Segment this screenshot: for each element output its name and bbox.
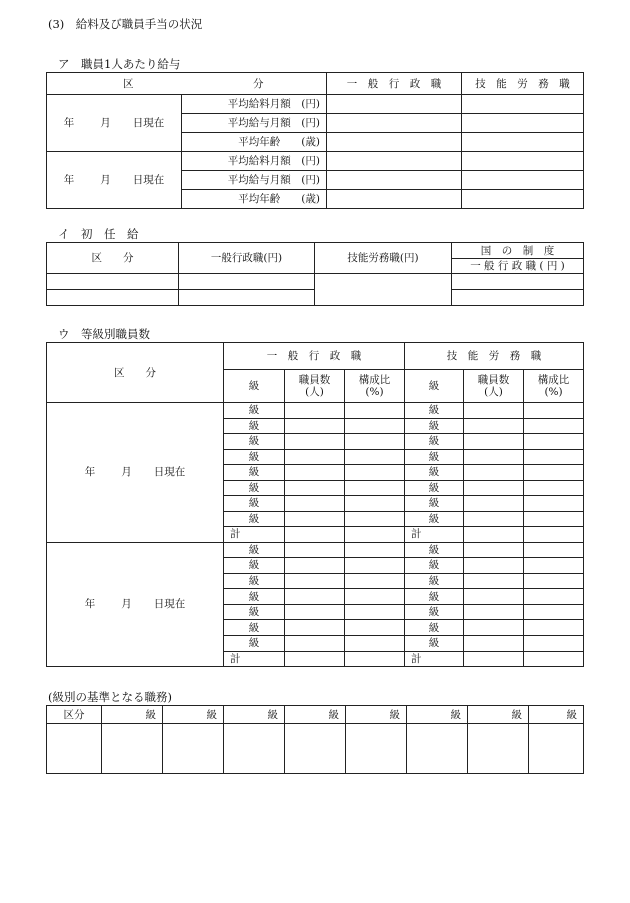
input-cell[interactable] (407, 724, 468, 774)
grade-label: 級 (405, 418, 464, 434)
input-cell[interactable] (464, 573, 524, 589)
input-cell[interactable] (464, 542, 524, 558)
header-kubun (47, 73, 327, 95)
input-cell[interactable] (468, 724, 529, 774)
section-c-heading: ウ 等級別職員数 (58, 327, 150, 341)
row-label: 平均給与月額 (円) (182, 114, 327, 133)
row-label: 平均給料月額 (円) (182, 152, 327, 171)
input-cell[interactable] (462, 171, 584, 190)
grade-label: 級 (405, 604, 464, 620)
total-label: 計 (405, 651, 464, 667)
input-cell[interactable] (285, 620, 345, 636)
input-cell[interactable] (345, 558, 405, 574)
header-kubun: 区 分 (47, 243, 179, 274)
input-cell[interactable] (529, 724, 584, 774)
header-gino: 技能労務職(円) (315, 243, 452, 274)
row-label: 平均給与月額 (円) (182, 171, 327, 190)
input-cell[interactable] (345, 589, 405, 605)
grade-label: 級 (405, 542, 464, 558)
row-label: 平均年齢 (歳) (182, 133, 327, 152)
input-cell[interactable] (524, 496, 584, 512)
header-ippan: 一般行政職(円) (179, 243, 315, 274)
input-cell[interactable] (327, 190, 462, 209)
input-cell[interactable] (345, 620, 405, 636)
header-gino: 技 能 労 務 職 (462, 73, 584, 95)
total-label: 計 (405, 527, 464, 543)
input-cell[interactable] (345, 527, 405, 543)
grade-label: 級 (224, 496, 285, 512)
input-cell[interactable] (345, 511, 405, 527)
grade-label: 級 (405, 449, 464, 465)
input-cell[interactable] (462, 95, 584, 114)
input-cell[interactable] (47, 274, 179, 290)
input-cell[interactable] (327, 152, 462, 171)
input-cell[interactable] (285, 636, 345, 652)
input-cell[interactable] (163, 724, 224, 774)
input-cell[interactable] (464, 511, 524, 527)
input-cell[interactable] (524, 511, 584, 527)
input-cell[interactable] (345, 496, 405, 512)
grade-label: 級 (224, 480, 285, 496)
input-cell[interactable] (524, 620, 584, 636)
input-cell[interactable] (524, 558, 584, 574)
grade-group-1 (47, 403, 584, 543)
input-cell[interactable] (285, 434, 345, 450)
grade-label: 級 (224, 589, 285, 605)
input-cell[interactable] (462, 133, 584, 152)
input-cell[interactable] (464, 558, 524, 574)
grade-label: 級 (224, 636, 285, 652)
input-cell[interactable] (345, 434, 405, 450)
input-cell[interactable] (346, 724, 407, 774)
input-cell[interactable] (327, 133, 462, 152)
starting-salary-table (46, 242, 584, 306)
page-title: (3) 給料及び職員手当の状況 (48, 17, 203, 31)
input-cell[interactable] (524, 434, 584, 450)
salary-per-employee-table (46, 72, 584, 209)
input-cell[interactable] (464, 403, 524, 419)
input-cell[interactable] (345, 651, 405, 667)
grade-label: 級 (224, 465, 285, 481)
grade-label: 級 (224, 604, 285, 620)
input-cell[interactable] (464, 465, 524, 481)
header-kuni-sub: 一 般 行 政 職 ( 円 ) (452, 259, 584, 274)
input-cell[interactable] (285, 651, 345, 667)
grade-staff-table (46, 342, 584, 667)
grade-label: 級 (405, 434, 464, 450)
header-kyu: 級 (529, 706, 584, 724)
header-kubun-right: 分 (253, 77, 264, 90)
header-ippan: 一 般 行 政 職 (327, 73, 462, 95)
input-cell[interactable] (179, 290, 315, 306)
header-ratio: 構成比 (%) (345, 370, 405, 403)
input-cell[interactable] (345, 403, 405, 419)
header-kyu: 級 (346, 706, 407, 724)
input-cell[interactable] (464, 449, 524, 465)
grade-label: 級 (405, 573, 464, 589)
input-cell[interactable] (285, 465, 345, 481)
total-label: 計 (224, 651, 285, 667)
input-cell[interactable] (345, 418, 405, 434)
input-cell[interactable] (524, 651, 584, 667)
grade-label: 級 (224, 620, 285, 636)
input-cell[interactable] (345, 542, 405, 558)
header-kyu: 級 (102, 706, 163, 724)
input-cell[interactable] (224, 724, 285, 774)
input-cell[interactable] (464, 651, 524, 667)
header-count: 職員数 (人) (464, 370, 524, 403)
header-kyu: 級 (468, 706, 529, 724)
header-kyu: 級 (224, 706, 285, 724)
row-label: 平均給料月額 (円) (182, 95, 327, 114)
header-kyu: 級 (163, 706, 224, 724)
input-cell[interactable] (285, 480, 345, 496)
grade-duty-table (46, 705, 584, 774)
input-cell[interactable] (462, 114, 584, 133)
grade-label: 級 (224, 558, 285, 574)
input-cell[interactable] (452, 274, 584, 290)
header-kyu: 級 (224, 370, 285, 403)
header-kyu: 級 (405, 370, 464, 403)
input-cell[interactable] (285, 496, 345, 512)
input-cell[interactable] (285, 724, 346, 774)
input-cell[interactable] (524, 636, 584, 652)
date-cell: 年 月 日現在 (47, 95, 182, 152)
header-kubun: 区分 (47, 706, 102, 724)
input-cell[interactable] (464, 636, 524, 652)
header-gino: 技 能 労 務 職 (405, 343, 584, 370)
grade-label: 級 (224, 403, 285, 419)
section-a-heading: ア 職員1人あたり給与 (58, 57, 181, 71)
header-kuni: 国 の 制 度 (452, 243, 584, 259)
input-cell[interactable] (524, 542, 584, 558)
input-cell[interactable] (102, 724, 163, 774)
input-cell[interactable] (524, 403, 584, 419)
section-b-heading: イ 初 任 給 (58, 227, 139, 241)
date-cell: 年 月 日現在 (47, 152, 182, 209)
input-cell[interactable] (285, 573, 345, 589)
grade-label: 級 (224, 542, 285, 558)
input-cell[interactable] (524, 527, 584, 543)
input-cell[interactable] (285, 558, 345, 574)
input-cell[interactable] (464, 418, 524, 434)
grade-label: 級 (405, 511, 464, 527)
input-cell[interactable] (179, 274, 315, 290)
grade-label: 級 (405, 558, 464, 574)
input-cell[interactable] (464, 434, 524, 450)
input-cell[interactable] (524, 573, 584, 589)
input-cell[interactable] (524, 465, 584, 481)
input-cell[interactable] (285, 542, 345, 558)
input-cell[interactable] (524, 480, 584, 496)
input-cell[interactable] (464, 589, 524, 605)
grade-label: 級 (405, 496, 464, 512)
input-cell[interactable] (285, 449, 345, 465)
header-kubun-left: 区 (123, 77, 134, 90)
grade-label: 級 (405, 589, 464, 605)
grade-label: 級 (405, 636, 464, 652)
header-ratio: 構成比 (%) (524, 370, 584, 403)
input-cell[interactable] (315, 274, 452, 306)
input-cell[interactable] (345, 465, 405, 481)
header-kyu: 級 (285, 706, 346, 724)
input-cell[interactable] (464, 480, 524, 496)
input-cell[interactable] (524, 418, 584, 434)
input-cell[interactable] (345, 480, 405, 496)
input-cell[interactable] (462, 190, 584, 209)
section-d-heading: (級別の基準となる職務) (48, 690, 172, 704)
input-cell[interactable] (47, 290, 179, 306)
input-cell[interactable] (285, 527, 345, 543)
input-cell[interactable] (345, 573, 405, 589)
grade-group-2 (47, 542, 584, 667)
grade-label: 級 (224, 573, 285, 589)
input-cell[interactable] (285, 589, 345, 605)
input-cell[interactable] (524, 449, 584, 465)
grade-label: 級 (224, 449, 285, 465)
input-cell[interactable] (285, 418, 345, 434)
input-cell[interactable] (285, 403, 345, 419)
grade-label: 級 (224, 434, 285, 450)
input-cell[interactable] (464, 620, 524, 636)
input-cell[interactable] (462, 152, 584, 171)
input-cell[interactable] (464, 527, 524, 543)
grade-label: 級 (405, 480, 464, 496)
input-cell[interactable] (345, 604, 405, 620)
header-count: 職員数 (人) (285, 370, 345, 403)
header-kyu: 級 (407, 706, 468, 724)
grade-label: 級 (405, 620, 464, 636)
input-cell[interactable] (345, 449, 405, 465)
input-cell[interactable] (464, 604, 524, 620)
input-cell[interactable] (285, 604, 345, 620)
header-ippan: 一 般 行 政 職 (224, 343, 405, 370)
input-cell[interactable] (47, 724, 102, 774)
header-kubun: 区 分 (47, 343, 224, 403)
input-cell[interactable] (524, 604, 584, 620)
date-cell: 年 月 日現在 (47, 403, 224, 543)
grade-label: 級 (405, 465, 464, 481)
total-label: 計 (224, 527, 285, 543)
input-cell[interactable] (327, 95, 462, 114)
grade-label: 級 (224, 511, 285, 527)
input-cell[interactable] (327, 114, 462, 133)
grade-label: 級 (224, 418, 285, 434)
input-cell[interactable] (327, 171, 462, 190)
date-cell: 年 月 日現在 (47, 542, 224, 667)
input-cell[interactable] (345, 636, 405, 652)
row-label: 平均年齢 (歳) (182, 190, 327, 209)
input-cell[interactable] (524, 589, 584, 605)
input-cell[interactable] (464, 496, 524, 512)
grade-label: 級 (405, 403, 464, 419)
input-cell[interactable] (285, 511, 345, 527)
input-cell[interactable] (452, 290, 584, 306)
